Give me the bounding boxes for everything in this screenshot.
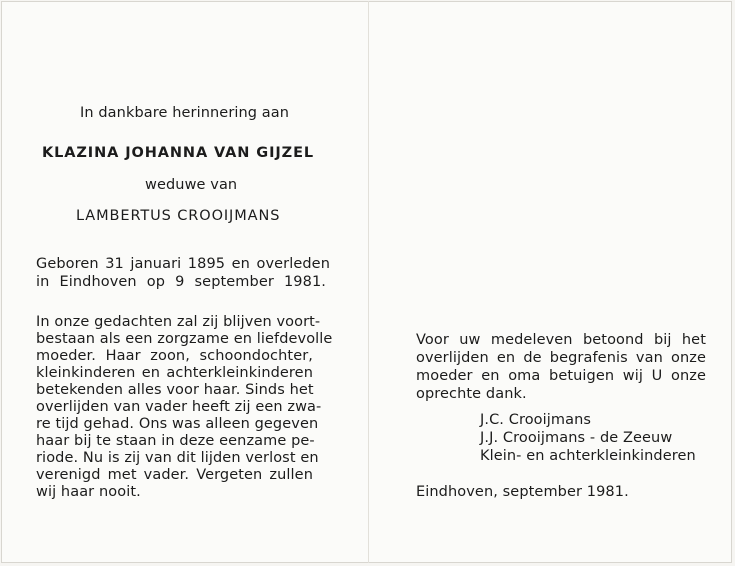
body-line-7: re tijd gehad. Ons was alleen gegeven [36, 416, 319, 432]
body-line-4: kleinkinderen en achterkleinkinderen [36, 365, 313, 381]
thanks-line-3: moeder en oma betuigen wij U onze [416, 368, 706, 384]
signatory-3: Klein- en achterkleinkinderen [480, 448, 696, 464]
signatory-1: J.C. Crooijmans [480, 412, 592, 428]
body-line-11: wij haar nooit. [36, 484, 141, 500]
body-line-3: moeder. Haar zoon, schoondochter, [36, 348, 313, 364]
card-fold [368, 1, 369, 563]
deceased-name: KLAZINA JOHANNA VAN GIJZEL [42, 145, 315, 161]
intro-text: In dankbare herinnering aan [80, 105, 290, 121]
place-date: Eindhoven, september 1981. [416, 484, 629, 500]
body-line-1: In onze gedachten zal zij blijven voort- [36, 314, 321, 330]
body-line-2: bestaan als een zorgzame en liefdevolle [36, 331, 333, 347]
widow-of-text: weduwe van [145, 177, 238, 193]
dates-line-1: Geboren 31 januari 1895 en overleden [36, 256, 330, 272]
thanks-line-1: Voor uw medeleven betoond bij het [416, 332, 706, 348]
body-line-6: overlijden van vader heeft zij een zwa- [36, 399, 322, 415]
body-line-10: verenigd met vader. Vergeten zullen [36, 467, 313, 483]
body-line-8: haar bij te staan in deze eenzame pe- [36, 433, 315, 449]
body-line-5: betekenden alles voor haar. Sinds het [36, 382, 314, 398]
thanks-line-2: overlijden en de begrafenis van onze [416, 350, 706, 366]
signatory-2: J.J. Crooijmans - de Zeeuw [480, 430, 673, 446]
dates-line-2: in Eindhoven op 9 september 1981. [36, 274, 326, 290]
body-line-9: riode. Nu is zij van dit lijden verlost en [36, 450, 319, 466]
thanks-line-4: oprechte dank. [416, 386, 527, 402]
spouse-name: LAMBERTUS CROOIJMANS [76, 208, 281, 224]
